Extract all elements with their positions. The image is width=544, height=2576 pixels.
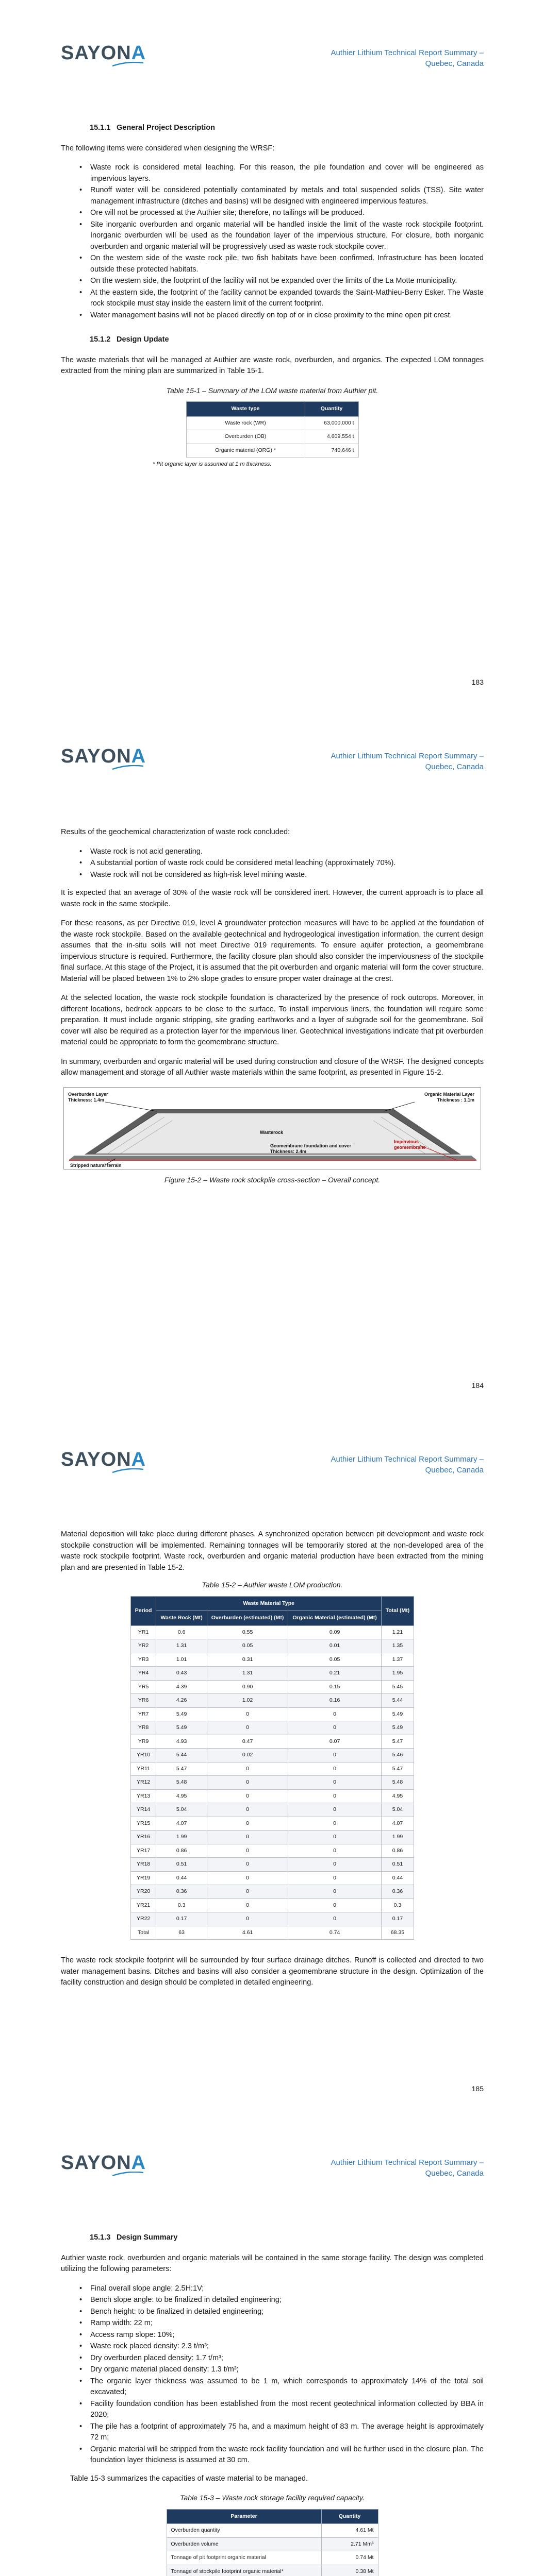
table-cell: 5.04 — [156, 1803, 207, 1817]
table-cell: 5.45 — [381, 1680, 414, 1694]
table-cell: 1.02 — [207, 1694, 288, 1708]
list-item: • Water management basins will not be placed directly on top of or in close proximity to the mine open pit crest. — [61, 310, 484, 321]
table-cell: 0 — [288, 1831, 381, 1844]
paragraph: The waste materials that will be managed at Authier are waste rock, overburden, and organics. The expected LOM tonnages extracted from the mining plan are summarized in Table 15-1. — [61, 355, 484, 375]
page-number: 183 — [471, 678, 484, 686]
list-item: • Final overall slope angle: 2.5H:1V; — [61, 2283, 484, 2295]
table-row — [130, 1625, 414, 1639]
table-cell: 0.3 — [156, 1899, 207, 1912]
table-cell: 4.61 — [207, 1926, 288, 1940]
paragraph: It is expected that an average of 30% of the waste rock will be considered inert. However, the current approach is to place all waste rock in the same stockpile. — [61, 889, 484, 908]
table-cell: 0 — [207, 1844, 288, 1858]
paragraph: Results of the geochemical characterization of waste rock concluded: — [61, 828, 290, 836]
table-cell: YR14 — [130, 1803, 156, 1817]
table-cell: YR4 — [130, 1667, 156, 1681]
table-row — [130, 1694, 414, 1708]
table-row — [167, 2537, 378, 2551]
table-row — [130, 1789, 414, 1803]
table-cell: YR6 — [130, 1694, 156, 1708]
list-item: • Waste rock placed density: 2.3 t/m³; — [61, 2341, 484, 2352]
table-cell: 0.43 — [156, 1667, 207, 1681]
table-cell: 0.44 — [156, 1871, 207, 1885]
table-cell: 0.36 — [156, 1885, 207, 1899]
list-item: • Facility foundation condition has been established from the most recent geotechnical information collected by BBA in 2020; — [61, 2399, 484, 2421]
table-cell: YR15 — [130, 1817, 156, 1831]
paragraph: Material deposition will take place during different phases. A synchronized operation between pit development and waste rock stockpile construction will be implemented. Remaining tonnages will be temporarily stored at the non-developed area of the waste rock stockpile footprint. Waste rock, overburden and organic material production have been extracted from the mining plan and are presented in Table 15-2. — [61, 1530, 484, 1572]
table-cell: 4.39 — [156, 1680, 207, 1694]
table-cell: YR3 — [130, 1653, 156, 1667]
list-item: • Dry organic material placed density: 1.3 t/m³; — [61, 2364, 484, 2376]
report-header: Authier Lithium Technical Report Summary – Quebec, Canada — [331, 48, 484, 68]
table-cell: 0 — [207, 1817, 288, 1831]
list-item: • Access ramp slope: 10%; — [61, 2330, 484, 2341]
table-row — [130, 1803, 414, 1817]
table-header: Waste Material Type — [156, 1596, 381, 1611]
table-cell: 0 — [288, 1789, 381, 1803]
sayona-logo: SAYONA — [61, 2152, 146, 2174]
wasterock-label: Wasterock — [260, 1129, 284, 1135]
table-cell: 0 — [288, 1899, 381, 1912]
table-cell: 5.47 — [156, 1762, 207, 1776]
section-heading: 15.1.2 Design Update — [90, 335, 169, 344]
sayona-logo: SAYONA — [61, 1449, 146, 1471]
table-caption: Table 15-3 – Waste rock storage facility required capacity. — [180, 2494, 365, 2502]
impervious-label: Impervious geomembrane — [394, 1139, 426, 1150]
table-cell: 4.07 — [156, 1817, 207, 1831]
table-cell: 0.44 — [381, 1871, 414, 1885]
table-caption: Table 15-1 – Summary of the LOM waste material from Authier pit. — [166, 386, 378, 395]
figure-caption: Figure 15-2 – Waste rock stockpile cross-section – Overall concept. — [164, 1175, 381, 1184]
list-item: • Runoff water will be considered potentially contaminated by metals and total suspended solids (TSS). Site water management infrastructure (ditches and basins) will be designed with engineered impervious features. — [61, 185, 484, 207]
table-row: Overburden (OB) 4,609,554 t — [186, 430, 358, 444]
table-row — [130, 1667, 414, 1681]
list-item: • The organic layer thickness was assumed to be 1 m, which corresponds to approximately 14% of the total soil excavated; — [61, 2376, 484, 2398]
table-row — [130, 1639, 414, 1653]
table-row — [130, 1749, 414, 1762]
table-cell: 5.44 — [381, 1694, 414, 1708]
table-cell: 0.74 — [288, 1926, 381, 1940]
table-header: Overburden (estimated) (Mt) — [207, 1611, 288, 1626]
table-row — [130, 1899, 414, 1912]
table-header: Period — [130, 1596, 156, 1625]
page-184 — [0, 703, 544, 1406]
table-cell: YR22 — [130, 1912, 156, 1926]
table-cell: Tonnage of pit footprint organic material — [167, 2551, 321, 2565]
table-cell: 4.95 — [381, 1789, 414, 1803]
paragraph: Authier waste rock, overburden and organic materials will be contained in the same storage facility. The design was completed utilizing the following parameters: — [61, 2253, 484, 2273]
table-cell: 0.09 — [288, 1625, 381, 1639]
cross-section-figure — [63, 1087, 481, 1170]
list-item: • Ramp width: 22 m; — [61, 2318, 484, 2329]
table-cell: 0 — [288, 1749, 381, 1762]
table-cell: 0 — [288, 1912, 381, 1926]
table-cell: 0.86 — [156, 1844, 207, 1858]
table-cell: YR16 — [130, 1831, 156, 1844]
table-cell: 0.3 — [381, 1899, 414, 1912]
table-header: Quantity — [305, 402, 358, 417]
table-cell: YR9 — [130, 1735, 156, 1749]
table-cell: YR7 — [130, 1707, 156, 1721]
page-183 — [0, 0, 544, 703]
table-cell: 0.6 — [156, 1625, 207, 1639]
lom-waste-table — [186, 401, 359, 457]
table-cell: 0 — [288, 1721, 381, 1735]
paragraph: At the selected location, the waste rock stockpile foundation is characterized by the presence of rock outcrops. Moreover, in different locations, bedrock appears to be close to the surface. To install impervious liners, the foundation will require some preparation. It must include organic stripping, site grading earthworks and a layer of subgrade soil for the geomembrane. Soil cover will also be required as a protection layer for the impervious liner. Geotechnical investigations indicate that pit overburden material could be appropriate to form the geomembrane structure. — [61, 994, 484, 1046]
paragraph: For these reasons, as per Directive 019, level A groundwater protection measures will have to be applied at the foundation of the waste rock stockpile. Based on the available geotechnical and hydrogeological investigation information, the current design assumes that the in-situ soils will not meet Directive 019 requirements. To ensure aquifer protection, a geomembrane impervious structure is required. Furthermore, the facility closure plan should also consider the imperviousness of the stockpile final surface. At this stage of the Project, it is assumed that the pit overburden and organic material will form the cover structure. Material will be placed between 1% to 2% slope grades to ensure proper water drainage at the crest. — [61, 919, 484, 983]
table-cell: 4.95 — [156, 1789, 207, 1803]
table-cell: 0.74 Mt — [321, 2551, 378, 2565]
table-cell: 5.46 — [381, 1749, 414, 1762]
list-item: • Bench height: to be finalized in detailed engineering; — [61, 2307, 484, 2318]
table-cell: YR19 — [130, 1871, 156, 1885]
table-cell: YR21 — [130, 1899, 156, 1912]
table-cell: 0 — [288, 1858, 381, 1872]
table-cell: 5.04 — [381, 1803, 414, 1817]
table-cell: YR2 — [130, 1639, 156, 1653]
list-item: • Bench slope angle: to be finalized in detailed engineering; — [61, 2295, 484, 2306]
page-number: 184 — [471, 1381, 484, 1389]
list-item: • Waste rock will not be considered as high-risk level mining waste. — [61, 870, 484, 881]
table-cell: Total — [130, 1926, 156, 1940]
report-header: Authier Lithium Technical Report Summary – Quebec, Canada — [331, 1455, 484, 1475]
table-cell: 0.15 — [288, 1680, 381, 1694]
table-cell: 0 — [288, 1871, 381, 1885]
table-row: Waste rock (WR) 63,000,000 t — [186, 416, 358, 430]
table-cell: YR1 — [130, 1625, 156, 1639]
table-cell: YR13 — [130, 1789, 156, 1803]
table-cell: YR17 — [130, 1844, 156, 1858]
page-186 — [0, 2110, 544, 2576]
table-cell: 0 — [207, 1762, 288, 1776]
table-cell: 0 — [207, 1803, 288, 1817]
paragraph: In summary, overburden and organic material will be used during construction and closure of the WRSF. The designed concepts allow management and storage of all Authier waste materials within the same footprint, as presented in Figure 15-2. — [61, 1057, 484, 1077]
table-row — [130, 1885, 414, 1899]
table-row — [130, 1817, 414, 1831]
geomembrane-label: Geomembrane foundation and cover Thickness: 2.4m — [270, 1143, 352, 1154]
table-cell: 0.16 — [288, 1694, 381, 1708]
table-cell: YR5 — [130, 1680, 156, 1694]
list-item: • Site inorganic overburden and organic material will be handled inside the limit of the waste rock stockpile footprint. Inorganic overburden will be used as the foundation layer of the impervious structure. For closure, both inorganic overburden and organic material will be progressively used as waste rock stockpile cover. — [61, 219, 484, 253]
stripped-terrain-label: Stripped natural terrain — [70, 1162, 122, 1168]
table-cell: 0 — [288, 1776, 381, 1790]
table-cell: 68.35 — [381, 1926, 414, 1940]
table-cell: 4.26 — [156, 1694, 207, 1708]
table-cell: 0.90 — [207, 1680, 288, 1694]
bullet-list — [61, 2283, 484, 2466]
table-row — [130, 1831, 414, 1844]
table-header: Total (Mt) — [381, 1596, 414, 1625]
table-cell: YR11 — [130, 1762, 156, 1776]
table-cell: 1.99 — [156, 1831, 207, 1844]
table-cell: 1.21 — [381, 1625, 414, 1639]
table-cell: 0.86 — [381, 1844, 414, 1858]
organic-label: Organic Material Layer Thickness : 1.1m — [424, 1091, 474, 1103]
table-cell: 0.02 — [207, 1749, 288, 1762]
table-cell: YR18 — [130, 1858, 156, 1872]
table-cell: 1.01 — [156, 1653, 207, 1667]
table-cell: 0 — [288, 1707, 381, 1721]
table-cell: 0.31 — [207, 1653, 288, 1667]
table-cell: YR8 — [130, 1721, 156, 1735]
table-row — [130, 1735, 414, 1749]
table-header: Parameter — [167, 2509, 321, 2524]
table-cell: 0.17 — [381, 1912, 414, 1926]
table-row — [130, 1721, 414, 1735]
table-cell: 1.99 — [381, 1831, 414, 1844]
table-cell: 2.71 Mm³ — [321, 2537, 378, 2551]
table-header: Quantity — [321, 2509, 378, 2524]
table-cell: 5.48 — [381, 1776, 414, 1790]
waste-production-table — [130, 1596, 414, 1940]
table-cell: 5.47 — [381, 1762, 414, 1776]
table-cell: 5.49 — [156, 1721, 207, 1735]
table-cell: 0 — [207, 1885, 288, 1899]
list-item: • On the western side, the footprint of the facility will not be expanded over the limits of the La Motte municipality. — [61, 276, 484, 287]
table-cell: 1.31 — [156, 1639, 207, 1653]
table-cell: YR10 — [130, 1749, 156, 1762]
paragraph: The following items were considered when designing the WRSF: — [61, 144, 275, 152]
table-row — [130, 1871, 414, 1885]
paragraph: The waste rock stockpile footprint will be surrounded by four surface drainage ditches. Runoff is collected and directed to two water management basins. Ditches and basins will also consider a geomembrane structure in the design. Optimization of the facility construction and design should be completed in detailed engineering. — [61, 1956, 484, 1987]
capacity-table — [167, 2509, 378, 2576]
table-cell: 0.05 — [288, 1653, 381, 1667]
table-cell: 4.61 Mt — [321, 2524, 378, 2538]
sayona-logo: SAYONA — [61, 42, 146, 64]
table-cell: 0 — [207, 1871, 288, 1885]
table-header: Organic Material (estimated) (Mt) — [288, 1611, 381, 1626]
table-cell: 0 — [207, 1831, 288, 1844]
table-cell: 0.05 — [207, 1639, 288, 1653]
table-row — [167, 2565, 378, 2576]
table-cell: 0 — [288, 1803, 381, 1817]
table-cell: 0 — [207, 1776, 288, 1790]
table-cell: 0 — [207, 1912, 288, 1926]
table-row — [130, 1776, 414, 1790]
table-header: Waste Rock (Mt) — [156, 1611, 207, 1626]
table-cell: Overburden quantity — [167, 2524, 321, 2538]
table-cell: 4.93 — [156, 1735, 207, 1749]
table-cell: 0.38 Mt — [321, 2565, 378, 2576]
table-cell: 5.48 — [156, 1776, 207, 1790]
table-cell: 0.17 — [156, 1912, 207, 1926]
table-cell: 0 — [207, 1858, 288, 1872]
table-header: Waste type — [186, 402, 305, 417]
table-note: * Pit organic layer is assumed at 1 m thickness. — [153, 461, 272, 467]
table-cell: 0.01 — [288, 1639, 381, 1653]
table-row — [130, 1707, 414, 1721]
table-cell: 0.21 — [288, 1667, 381, 1681]
table-row — [130, 1680, 414, 1694]
table-cell: 5.47 — [381, 1735, 414, 1749]
table-cell: 1.35 — [381, 1639, 414, 1653]
table-cell: 0 — [207, 1721, 288, 1735]
table-row — [167, 2524, 378, 2538]
table-cell: 4.07 — [381, 1817, 414, 1831]
section-heading: 15.1.1 General Project Description — [90, 124, 215, 132]
table-row — [130, 1762, 414, 1776]
list-item: • A substantial portion of waste rock could be considered metal leaching (approximately 70%). — [61, 858, 484, 869]
table-caption: Table 15-2 – Authier waste LOM production. — [202, 1581, 343, 1589]
table-cell: 63 — [156, 1926, 207, 1940]
list-item: • The pile has a footprint of approximately 75 ha, and a maximum height of 83 m. The average height is approximately 72 m; — [61, 2421, 484, 2444]
table-cell: 0.51 — [381, 1858, 414, 1872]
foundation-layer — [69, 1156, 476, 1160]
report-header: Authier Lithium Technical Report Summary – Quebec, Canada — [331, 2158, 484, 2178]
list-item: • Waste rock is not acid generating. — [61, 846, 484, 858]
table-cell: 0 — [288, 1844, 381, 1858]
overburden-label: Overburden Layer Thickness: 1.4m — [68, 1091, 108, 1103]
table-cell: 0.07 — [288, 1735, 381, 1749]
table-cell: Tonnage of stockpile footprint organic material* — [167, 2565, 321, 2576]
sayona-logo: SAYONA — [61, 745, 146, 768]
table-cell: 0 — [207, 1899, 288, 1912]
table-cell: YR12 — [130, 1776, 156, 1790]
list-item: • On the western side of the waste rock pile, two fish habitats have been confirmed. Infrastructure has been located outside these protected habitats. — [61, 253, 484, 275]
table-row — [130, 1844, 414, 1858]
table-cell: 1.37 — [381, 1653, 414, 1667]
table-cell: 0 — [288, 1817, 381, 1831]
table-cell: 0.36 — [381, 1885, 414, 1899]
section-heading: 15.1.3 Design Summary — [90, 2233, 178, 2242]
page-185 — [0, 1406, 544, 2110]
table-cell: YR20 — [130, 1885, 156, 1899]
table-cell: 0 — [288, 1885, 381, 1899]
table-cell: 0 — [207, 1707, 288, 1721]
table-row — [130, 1912, 414, 1926]
list-item: • Ore will not be processed at the Authier site; therefore, no tailings will be produced. — [61, 208, 484, 219]
table-cell: 1.95 — [381, 1667, 414, 1681]
table-cell: 5.49 — [381, 1721, 414, 1735]
list-item: • At the eastern side, the footprint of the facility cannot be expanded towards the Saint-Mathieu-Berry Esker. The Waste rock stockpile must stay inside the eastern limit of the current footprint. — [61, 287, 484, 310]
page-number: 185 — [471, 2084, 484, 2093]
bullet-list — [61, 162, 484, 321]
list-item: • Dry overburden placed density: 1.7 t/m³; — [61, 2353, 484, 2364]
table-cell: 5.49 — [156, 1707, 207, 1721]
table-cell: 0 — [288, 1762, 381, 1776]
table-row — [130, 1653, 414, 1667]
table-cell: 0 — [207, 1789, 288, 1803]
table-row: Organic material (ORG) * 740,646 t — [186, 444, 358, 457]
table-cell: 5.49 — [381, 1707, 414, 1721]
table-cell: 1.31 — [207, 1667, 288, 1681]
table-cell: 0.55 — [207, 1625, 288, 1639]
table-cell: Overburden volume — [167, 2537, 321, 2551]
table-cell: 0.51 — [156, 1858, 207, 1872]
list-item: • Organic material will be stripped from the waste rock facility foundation and will be further used in the closure plan. The foundation layer thickness is assumed at 30 cm. — [61, 2444, 484, 2466]
paragraph: Table 15-3 summarizes the capacities of waste material to be managed. — [70, 2474, 308, 2483]
report-header: Authier Lithium Technical Report Summary – Quebec, Canada — [331, 752, 484, 771]
list-item: • Waste rock is considered metal leaching. For this reason, the pile foundation and cover will be engineered as impervious layers. — [61, 162, 484, 184]
table-row — [130, 1858, 414, 1872]
table-cell: 0.47 — [207, 1735, 288, 1749]
table-cell: 5.44 — [156, 1749, 207, 1762]
bullet-list — [61, 846, 484, 881]
table-row — [167, 2551, 378, 2565]
table-row — [130, 1926, 414, 1940]
